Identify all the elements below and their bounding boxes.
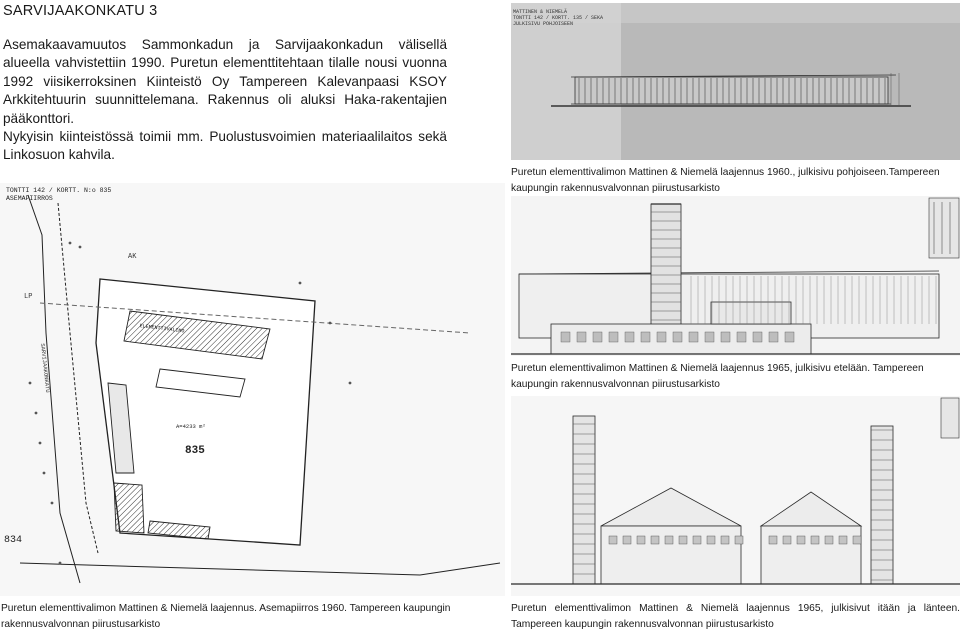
elevations-east-west-1965-drawing xyxy=(511,396,960,596)
intro-text xyxy=(3,36,447,165)
drawing-stamp xyxy=(513,9,603,27)
block-number: 835 xyxy=(185,445,205,457)
caption-east-west-elevations: Puretun elementtivalimon Mattinen & Niemelä laajennus 1965, julkisivut itään ja länteen. Tampereen kaupungin rakennusvalvonnan piirustusarkisto xyxy=(511,603,960,630)
street-label: SARVIJAAKONKATU xyxy=(39,343,52,393)
side-label: LP xyxy=(24,293,33,301)
site-plan-header-line-1: TONTTI 142 / KORTT. N:o 835 xyxy=(6,187,112,194)
corner-number: 834 xyxy=(4,535,23,546)
intro-paragraph-2: Nykyisin kiinteistössä toimii mm. Puolustusvoimien materiaalilaitos sekä Linkosuon kahvila. xyxy=(3,129,447,163)
stamp-line-1: MATTINEN & NIEMELÄ xyxy=(513,9,568,15)
page-title: SARVIJAAKONKATU 3 xyxy=(3,3,158,19)
elevation-north-1960-drawing xyxy=(511,3,960,160)
building-label: ELEMENTTIVALIMO xyxy=(139,323,185,335)
site-plan-drawing xyxy=(0,183,505,596)
caption-north-elevation: Puretun elementtivalimon Mattinen & Niemelä laajennus 1960., julkisivu pohjoiseen.Tampereen kaupungin rakennusvalvonnan piirustusarkisto xyxy=(511,167,940,194)
intro-paragraph-1: Asemakaavamuutos Sammonkadun ja Sarvijaakonkadun välisellä alueella vahvistettiin 1990. Puretun elementtitehtaan tilalle nousi vuonna 1992 viisikerroksinen Kiinteistö Oy Tampereen Kalevanpaasi KSOY Arkkitehtuurin suunnittelemana. Rakennus oli aluksi Haka-rakentajien pääkonttori. xyxy=(3,37,447,126)
site-plan-header-line-2: ASEMAPIIRROS xyxy=(6,195,53,202)
site-plan-header xyxy=(6,187,111,203)
stamp-line-2: TONTTI 142 / KORTT. 135 / SEKA xyxy=(513,15,604,21)
area-label: A=4233 m² xyxy=(176,423,206,430)
stamp-line-3: JULKISIVU POHJOISEEN xyxy=(513,21,574,27)
caption-south-elevation: Puretun elementtivalimon Mattinen & Niemelä laajennus 1965, julkisivu etelään. Tampereen kaupungin rakennusvalvonnan piirustusarkisto xyxy=(511,363,924,390)
elevation-south-1965-drawing xyxy=(511,196,960,356)
plot-label: AK xyxy=(128,253,137,261)
caption-site-plan: Puretun elementtivalimon Mattinen & Niemelä laajennus. Asemapiirros 1960. Tampereen kaupungin rakennusvalvonnan piirustusarkisto xyxy=(1,603,451,630)
